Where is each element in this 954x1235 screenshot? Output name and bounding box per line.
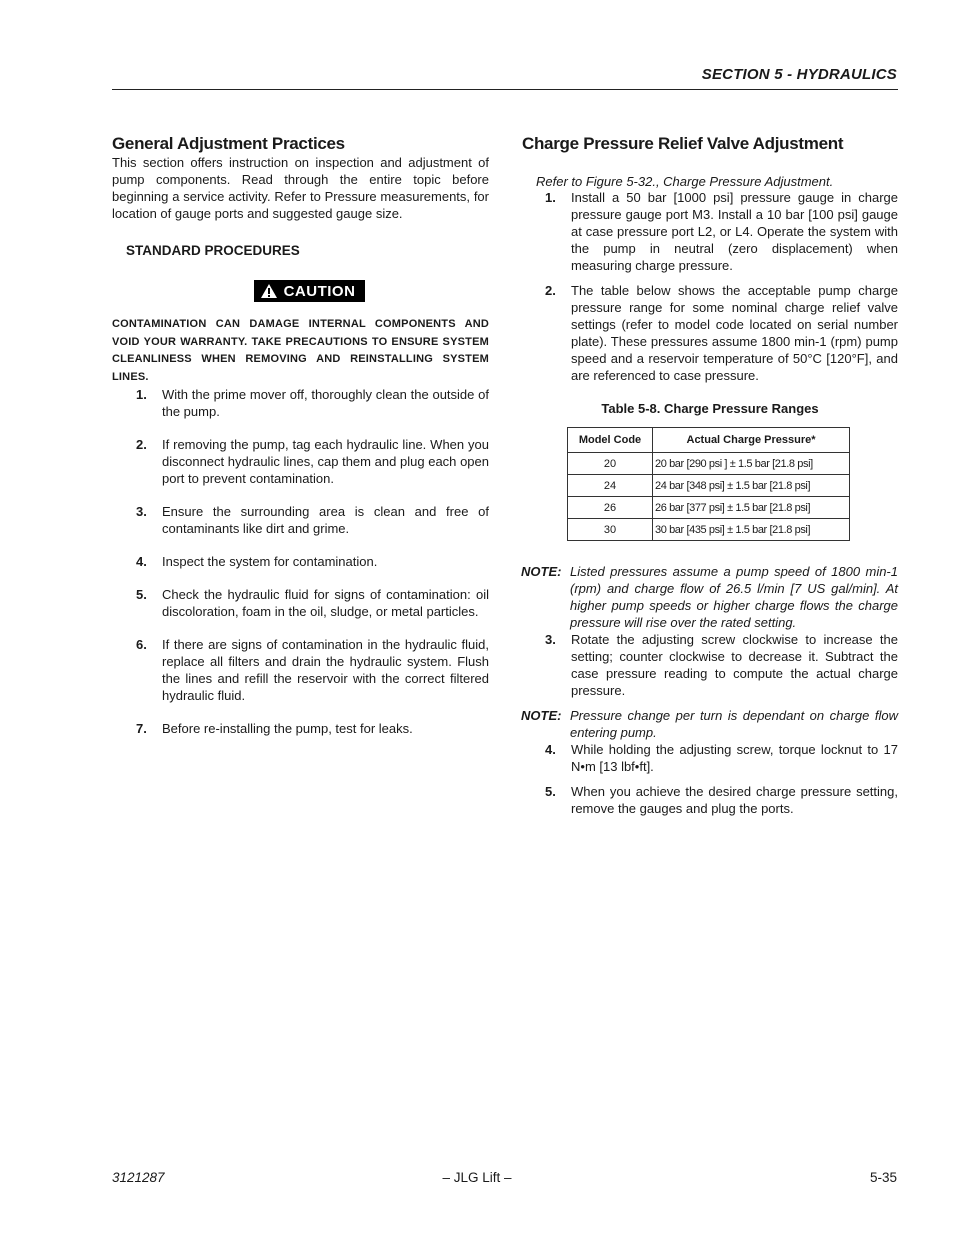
footer-page-number: 5-35 xyxy=(869,1170,897,1185)
right-column xyxy=(522,134,898,825)
step-number: 4. xyxy=(136,554,147,569)
list-item xyxy=(522,631,898,699)
charge-pressure-heading: Charge Pressure Relief Valve Adjustment xyxy=(522,134,844,153)
step-number: 2. xyxy=(545,283,556,298)
note-pressure-change xyxy=(521,707,898,741)
step-number: 5. xyxy=(545,784,556,799)
model-code-cell: 20 xyxy=(568,453,653,475)
step-text: If removing the pump, tag each hydraulic line. When you disconnect hydraulic lines, cap them and plug each open port to prevent contamination. xyxy=(162,437,489,486)
table-caption: Table 5-8. Charge Pressure Ranges xyxy=(601,401,819,416)
caution-block xyxy=(112,280,489,304)
list-item xyxy=(112,436,489,487)
section-title: SECTION 5 - HYDRAULICS xyxy=(701,66,897,83)
step-text: If there are signs of contamination in the hydraulic fluid, replace all filters and drain the hydraulic system. Flush the lines and refill the reservoir with the correct filtered hydraulic fluid. xyxy=(162,637,489,703)
table-header-row xyxy=(568,428,850,453)
step-number: 2. xyxy=(136,437,147,452)
adjustment-steps-a xyxy=(522,189,898,384)
general-adjustment-heading: General Adjustment Practices xyxy=(112,134,345,153)
step-number: 3. xyxy=(545,632,556,647)
note-pump-speed xyxy=(521,563,898,631)
warning-triangle-icon xyxy=(260,283,278,299)
step-number: 1. xyxy=(136,387,147,402)
list-item xyxy=(112,503,489,537)
intro-paragraph: This section offers instruction on inspection and adjustment of pump components. Read through the entire topic before beginning a service activity. Refer to Pressure measurements, for location of gauge ports and suggested gauge size. xyxy=(112,155,489,221)
pressure-cell: 20 bar [290 psi ] ± 1.5 bar [21.8 psi] xyxy=(653,453,850,475)
list-item xyxy=(112,720,489,737)
note-text: Pressure change per turn is dependant on charge flow entering pump. xyxy=(570,708,898,740)
caution-label: CAUTION xyxy=(283,282,356,300)
list-item xyxy=(112,636,489,704)
note-text: Listed pressures assume a pump speed of 1800 min-1 (rpm) and charge flow of 26.5 l/min [7 US gal/min]. At higher pump speeds or higher charge flows the charge pressure will rise over the rated setting. xyxy=(570,564,898,630)
adjustment-steps-b xyxy=(522,741,898,817)
list-item xyxy=(522,741,898,775)
step-text: Rotate the adjusting screw clockwise to increase the setting; counter clockwise to decrease it. Subtract the case pressure reading to compute the actual charge pressure. xyxy=(571,632,898,698)
procedure-steps xyxy=(112,386,489,737)
step-text: When you achieve the desired charge pressure setting, remove the gauges and plug the ports. xyxy=(571,784,898,816)
step-number: 7. xyxy=(136,721,147,736)
step-text: Install a 50 bar [1000 psi] pressure gauge in charge pressure gauge port M3. Install a 10 bar [100 psi] gauge at case pressure port L2, or L4. Operate the system with the pump in neutral (zero displacement) when measuring charge pressure. xyxy=(571,190,898,273)
note-label: NOTE: xyxy=(521,708,562,723)
step-number: 6. xyxy=(136,637,147,652)
adjustment-step-3 xyxy=(522,631,898,699)
model-code-cell: 26 xyxy=(568,497,653,519)
column-header-model-code: Model Code xyxy=(568,428,653,453)
step-number: 5. xyxy=(136,587,147,602)
table-row xyxy=(568,519,850,541)
table-row xyxy=(568,475,850,497)
left-column xyxy=(112,134,489,753)
list-item xyxy=(112,553,489,570)
step-text: The table below shows the acceptable pump charge pressure range for some nominal charge relief valve settings (refer to model code located on serial number plate). These pressures assume 1800 min-1 (rpm) pump speed and a reservoir temperature of 50°C [120°F], and are referenced to case pressure. xyxy=(571,283,898,383)
footer-publisher: – JLG Lift – xyxy=(442,1170,512,1185)
list-item xyxy=(112,586,489,620)
note-label: NOTE: xyxy=(521,564,562,579)
header-rule xyxy=(112,89,898,90)
pressure-cell: 30 bar [435 psi] ± 1.5 bar [21.8 psi] xyxy=(653,519,850,541)
list-item xyxy=(112,386,489,420)
column-header-charge-pressure: Actual Charge Pressure* xyxy=(653,428,850,453)
list-item xyxy=(522,282,898,384)
step-text: With the prime mover off, thoroughly clean the outside of the pump. xyxy=(162,387,489,419)
pressure-cell: 24 bar [348 psi] ± 1.5 bar [21.8 psi] xyxy=(653,475,850,497)
step-text: While holding the adjusting screw, torque locknut to 17 N•m [13 lbf•ft]. xyxy=(571,742,898,774)
table-row xyxy=(568,453,850,475)
model-code-cell: 24 xyxy=(568,475,653,497)
model-code-cell: 30 xyxy=(568,519,653,541)
caution-text: CONTAMINATION CAN DAMAGE INTERNAL COMPONENTS AND VOID YOUR WARRANTY. TAKE PRECAUTIONS TO ENSURE SYSTEM CLEANLINESS WHEN REMOVING AND REINSTALLING SYSTEM LINES. xyxy=(112,318,489,383)
step-text: Inspect the system for contamination. xyxy=(162,554,378,569)
pressure-cell: 26 bar [377 psi] ± 1.5 bar [21.8 psi] xyxy=(653,497,850,519)
charge-pressure-table xyxy=(567,427,850,541)
list-item xyxy=(522,189,898,274)
step-number: 4. xyxy=(545,742,556,757)
caution-badge xyxy=(254,280,366,302)
figure-reference: Refer to Figure 5-32., Charge Pressure Adjustment. xyxy=(536,174,834,189)
step-text: Ensure the surrounding area is clean and free of contaminants like dirt and grime. xyxy=(162,504,489,536)
table-row xyxy=(568,497,850,519)
footer-doc-number: 3121287 xyxy=(112,1170,165,1185)
step-number: 3. xyxy=(136,504,147,519)
step-text: Before re-installing the pump, test for leaks. xyxy=(162,721,413,736)
list-item xyxy=(522,783,898,817)
step-text: Check the hydraulic fluid for signs of contamination: oil discoloration, foam in the oil, sludge, or metal particles. xyxy=(162,587,489,619)
step-number: 1. xyxy=(545,190,556,205)
standard-procedures-subheading: STANDARD PROCEDURES xyxy=(126,243,300,258)
